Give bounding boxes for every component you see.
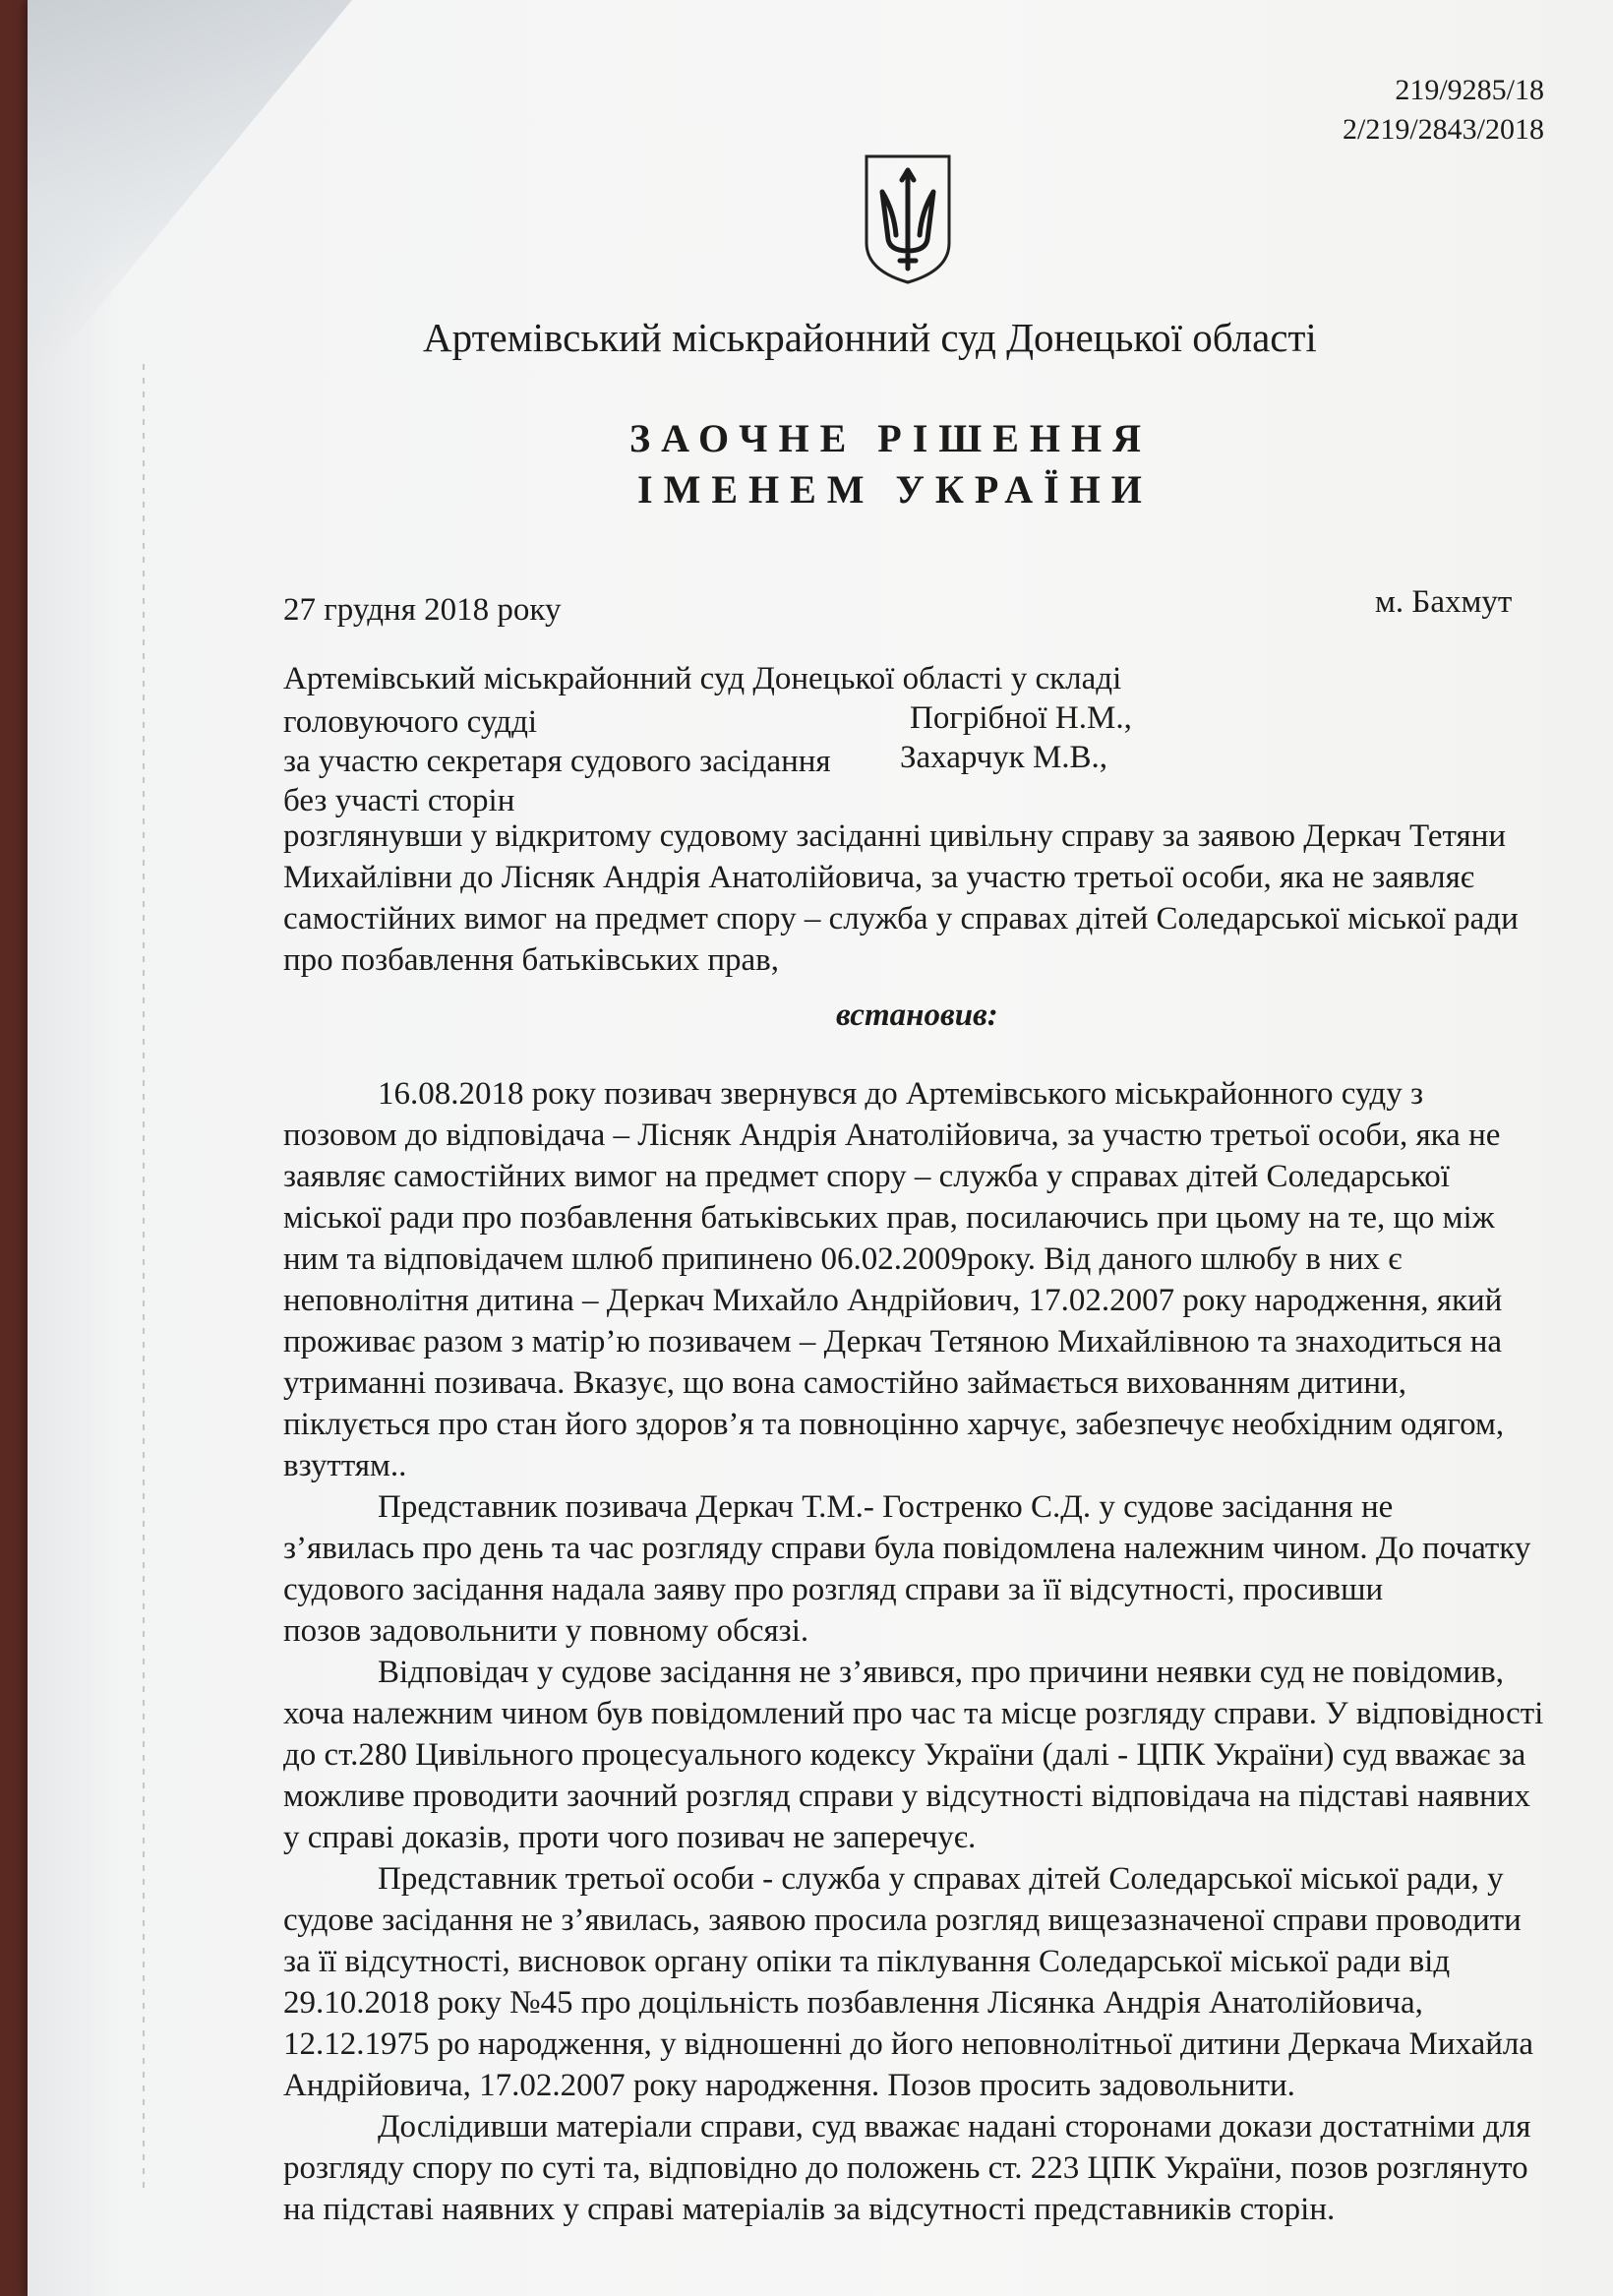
paragraph-line: Андрійовича, 17.02.2007 року народження. Позов просить задовольнити. — [283, 2068, 1295, 2103]
paragraph-line: міської ради про позбавлення батьківських прав, посилаючись при цьому на те, що між — [283, 1200, 1495, 1236]
paragraph-line: за її відсутності, висновок органу опіки та піклування Соледарської міської ради від — [283, 1944, 1451, 1979]
paragraph-line: 29.10.2018 року №45 про доцільність позбавлення Лісянка Андрія Анатолійовича, — [283, 1985, 1423, 2021]
paragraph-line: піклується про стан його здоров’я та повноцінно харчує, забезпечує необхідним одягом, — [283, 1407, 1505, 1442]
paragraph-line: взуттям.. — [283, 1448, 407, 1483]
paragraph-line: Представник третьої особи - служба у справах дітей Соледарської міської ради, у — [378, 1861, 1504, 1897]
case-line: розглянувши у відкритому судовому засіданні цивільну справу за заявою Деркач Тетяни — [283, 818, 1507, 854]
judge-label: головуючого судді — [283, 704, 538, 740]
paragraph-line: розгляду спору по суті та, відповідно до положень ст. 223 ЦПК України, позов розглянуто — [283, 2150, 1528, 2186]
paragraph-line: Представник позивача Деркач Т.М.- Гостренко С.Д. у судове засідання не — [378, 1489, 1394, 1525]
trident-coat-of-arms-icon — [861, 152, 955, 286]
case-line: про позбавлення батьківських прав, — [283, 942, 779, 978]
paragraph-line: ним та відповідачем шлюб припинено 06.02.2009року. Від даного шлюбу в них є — [283, 1241, 1403, 1277]
paragraph-defendant — [283, 1651, 1572, 1857]
established-heading: встановив: — [836, 997, 998, 1033]
secretary-label: за участю секретаря судового засідання — [283, 744, 831, 779]
court-name-heading: Артемівський міськрайонний суд Донецької області — [423, 315, 1317, 360]
paragraph-line: Відповідач у судове засідання не з’явився, про причини неявки суд не повідомив, — [378, 1655, 1504, 1690]
document-title-line-2: ІМЕНЕМ УКРАЇНИ — [637, 467, 1153, 512]
case-description — [283, 815, 1562, 980]
paragraph-line: на підставі наявних у справі матеріалів за відсутності представників сторін. — [283, 2192, 1336, 2227]
paragraph-line: проживає разом з матір’ю позивачем – Деркач Тетяною Михайлівною та знаходиться на — [283, 1324, 1503, 1359]
judge-name: Погрібної Н.М., — [910, 700, 1132, 736]
paragraph-line: Дослідивши матеріали справи, суд вважає надані сторонами докази достатніми для — [378, 2109, 1531, 2145]
parties-line: без участі сторін — [283, 783, 515, 818]
decision-city: м. Бахмут — [1375, 584, 1513, 620]
paragraph-line: утриманні позивача. Вказує, що вона самостійно займається вихованням дитини, — [283, 1365, 1406, 1401]
registration-number-1: 219/9285/18 — [1395, 74, 1544, 106]
paragraph-court-findings — [283, 2105, 1572, 2229]
case-line: самостійних вимог на предмет спору – служба у справах дітей Соледарської міської ради — [283, 901, 1519, 937]
paragraph-line: до ст.280 Цивільного процесуального кодексу України (далі - ЦПК України) суд вважає за — [283, 1737, 1526, 1773]
paragraph-plaintiff-representative — [283, 1485, 1572, 1651]
binding-stitches — [143, 364, 145, 2194]
document-title: ЗАОЧНЕ РІШЕННЯ — [629, 416, 1152, 460]
paragraph-line: судове засідання не з’явилась, заявою просила розгляд вищезазначеної справи проводити — [283, 1903, 1522, 1938]
paragraph-claim — [283, 1072, 1572, 1485]
paragraph-line: можливе проводити заочний розгляд справи у відсутності відповідача на підставі наявних — [283, 1779, 1530, 1814]
paragraph-line: неповнолітня дитина – Деркач Михайло Андрійович, 17.02.2007 року народження, який — [283, 1283, 1503, 1318]
decision-date: 27 грудня 2018 року — [283, 592, 562, 628]
paragraph-line: позовом до відповідача – Лісняк Андрія Анатолійовича, за участю третьої особи, яка не — [283, 1118, 1501, 1153]
secretary-name: Захарчук М.В., — [900, 740, 1108, 775]
case-line: Михайлівни до Лісняк Андрія Анатолійовича, за участю третьої особи, яка не заявляє — [283, 860, 1474, 895]
paragraph-line: судового засідання надала заяву про розгляд справи за її відсутності, просивши — [283, 1572, 1384, 1607]
paragraph-third-party — [283, 1857, 1572, 2105]
registration-number-2: 2/219/2843/2018 — [1342, 113, 1544, 146]
paragraph-line: з’явилась про день та час розгляду справи була повідомлена належним чином. До початку — [283, 1531, 1531, 1566]
composition-line: Артемівський міськрайонний суд Донецької області у складі — [283, 661, 1122, 696]
paragraph-line: хоча належним чином був повідомлений про час та місце розгляду справи. У відповідності — [283, 1696, 1544, 1731]
paragraph-line: у справі доказів, проти чого позивач не заперечує. — [283, 1820, 977, 1855]
paragraph-line: позов задовольнити у повному обсязі. — [283, 1613, 809, 1649]
paragraph-line: заявляє самостійних вимог на предмет спору – служба у справах дітей Соледарської — [283, 1159, 1450, 1194]
paragraph-line: 12.12.1975 ро народження, у відношенні до його неповнолітньої дитини Деркача Михайла — [283, 2026, 1534, 2062]
paragraph-line: 16.08.2018 року позивач звернувся до Артемівського міськрайонного суду з — [378, 1076, 1423, 1112]
